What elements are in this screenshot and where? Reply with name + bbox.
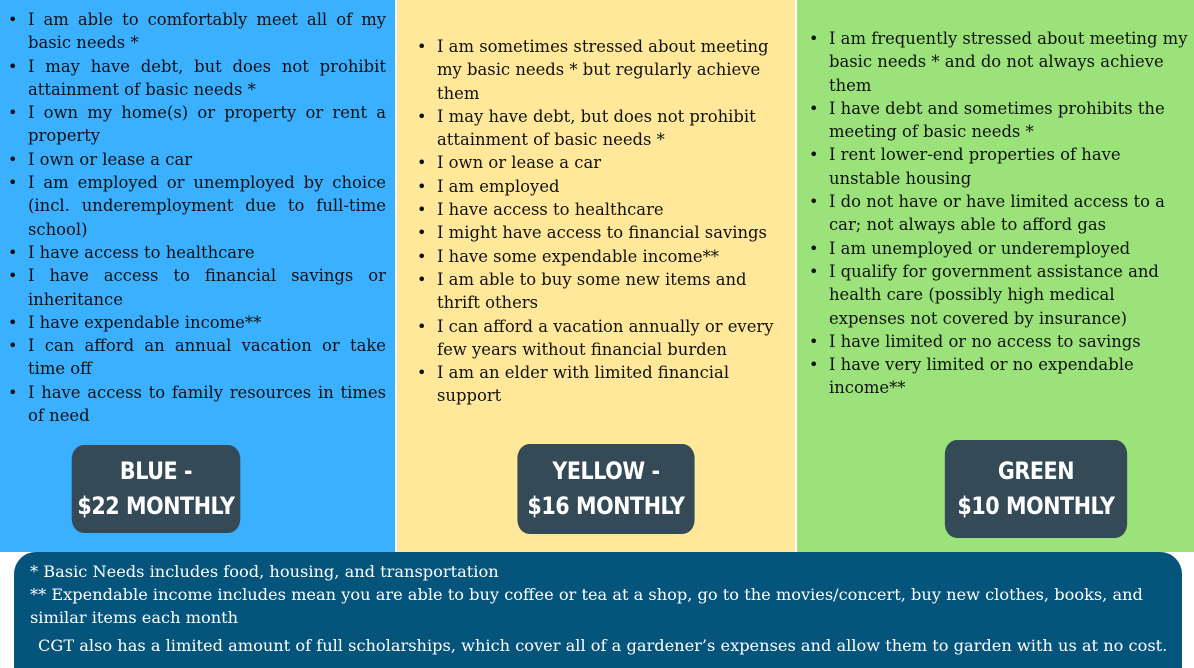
list-item: • I am an elder with limited financial support bbox=[409, 361, 791, 408]
list-item: • I have expendable income** bbox=[0, 311, 386, 334]
yellow-tier-price-badge bbox=[517, 444, 694, 534]
yellow-tier-criteria-list bbox=[409, 35, 791, 408]
list-item: • I have debt and sometimes prohibits the meeting of basic needs * bbox=[801, 97, 1191, 144]
list-item: • I have access to healthcare bbox=[0, 241, 386, 264]
list-item: • I may have debt, but does not prohibit attainment of basic needs * bbox=[0, 55, 386, 102]
list-item: • I have some expendable income** bbox=[409, 245, 791, 268]
yellow-tier-name: YELLOW - bbox=[552, 457, 660, 485]
list-item: • I do not have or have limited access to a car; not always able to afford gas bbox=[801, 190, 1191, 237]
basic-needs-footnote: * Basic Needs includes food, housing, and transportation bbox=[30, 562, 499, 581]
green-tier-name: GREEN bbox=[997, 457, 1075, 485]
blue-tier-name: BLUE - bbox=[119, 457, 193, 485]
list-item: • I am sometimes stressed about meeting my basic needs * but regularly achieve them bbox=[409, 35, 791, 105]
list-item: • I qualify for government assistance and health care (possibly high medical expenses not covered by insurance) bbox=[801, 260, 1191, 330]
blue-tier-price-badge bbox=[72, 445, 241, 533]
list-item: • I am employed bbox=[409, 175, 791, 198]
blue-tier-criteria-list bbox=[0, 8, 386, 427]
yellow-tier-price: $16 MONTHLY bbox=[527, 492, 685, 520]
blue-tier-price: $22 MONTHLY bbox=[77, 492, 235, 520]
list-item: • I might have access to financial savings bbox=[409, 221, 791, 244]
list-item: • I am unemployed or underemployed bbox=[801, 237, 1191, 260]
scholarship-note: CGT also has a limited amount of full scholarships, which cover all of a gardener’s expenses and allow them to garden with us at no cost. bbox=[38, 636, 1168, 655]
list-item: • I am able to buy some new items and thrift others bbox=[409, 268, 791, 315]
list-item: • I have access to financial savings or inheritance bbox=[0, 264, 386, 311]
footnotes-panel bbox=[14, 552, 1182, 668]
green-tier-price-badge bbox=[945, 440, 1127, 538]
list-item: • I am able to comfortably meet all of my basic needs * bbox=[0, 8, 386, 55]
list-item: • I have access to family resources in times of need bbox=[0, 381, 386, 428]
list-item: • I have very limited or no expendable income** bbox=[801, 353, 1191, 400]
green-tier-price: $10 MONTHLY bbox=[957, 492, 1115, 520]
list-item: • I am employed or unemployed by choice (incl. underemployment due to full-time school) bbox=[0, 171, 386, 241]
list-item: • I own or lease a car bbox=[0, 148, 386, 171]
expendable-income-footnote: ** Expendable income includes mean you are able to buy coffee or tea at a shop, go to the movies/concert, buy new clothes, books, and similar items each month bbox=[30, 585, 1143, 627]
list-item: • I have limited or no access to savings bbox=[801, 330, 1191, 353]
list-item: • I own or lease a car bbox=[409, 151, 791, 174]
green-tier-criteria-list bbox=[801, 27, 1191, 400]
list-item: • I can afford a vacation annually or every few years without financial burden bbox=[409, 315, 791, 362]
list-item: • I own my home(s) or property or rent a property bbox=[0, 101, 386, 148]
list-item: • I have access to healthcare bbox=[409, 198, 791, 221]
list-item: • I rent lower-end properties of have unstable housing bbox=[801, 143, 1191, 190]
list-item: • I am frequently stressed about meeting my basic needs * and do not always achieve them bbox=[801, 27, 1191, 97]
list-item: • I can afford an annual vacation or take time off bbox=[0, 334, 386, 381]
list-item: • I may have debt, but does not prohibit attainment of basic needs * bbox=[409, 105, 791, 152]
